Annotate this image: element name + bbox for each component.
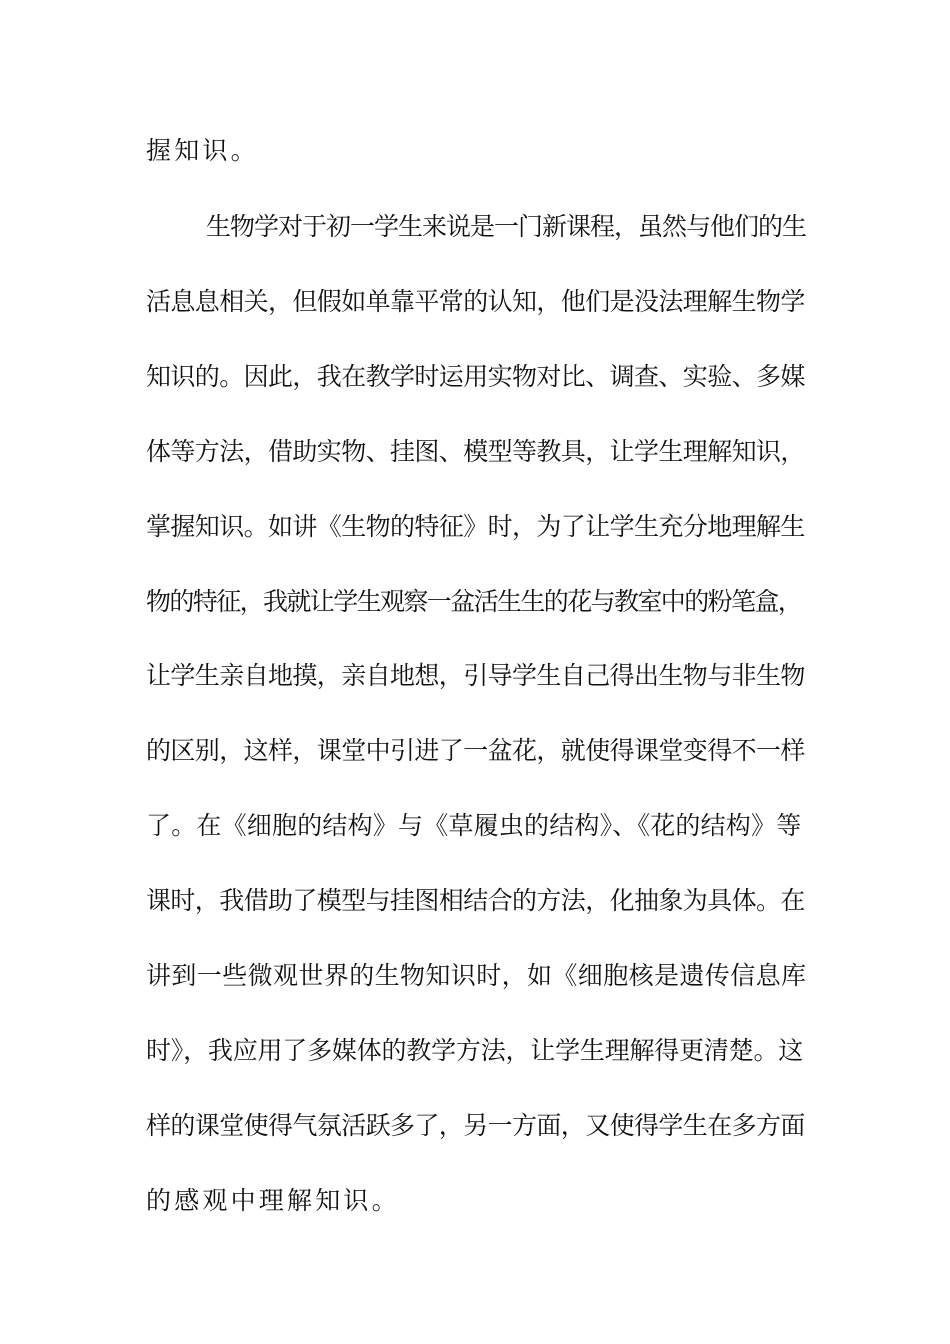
text-line-4: 知识的。因此，我在教学时运用实物对比、调查、实验、多媒 [146,362,805,391]
text-line-13: 时》，我应用了多媒体的教学方法，让学生理解得更清楚。这 [146,1036,804,1065]
text-line-3: 活息息相关，但假如单靠平常的认知，他们是没法理解生物学 [146,287,805,316]
text-line-15: 的感观中理解知识。 [146,1186,400,1215]
text-line-9: 的区别，这样，课堂中引进了一盆花，就使得课堂变得不一样 [146,736,805,765]
text-line-5: 体等方法，借助实物、挂图、模型等教具，让学生理解知识， [146,437,805,466]
text-line-7: 物的特征，我就让学生观察一盆活生生的花与教室中的粉笔盒， [146,587,802,616]
text-line-10: 了。在《细胞的结构》与《草履虫的结构》、《花的结构》等 [146,811,802,840]
text-line-11: 课时，我借助了模型与挂图相结合的方法，化抽象为具体。在 [146,886,805,915]
text-line-1: 握知识。 [146,136,259,165]
text-line-12: 讲到一些微观世界的生物知识时，如《细胞核是遗传信息库 [146,961,807,990]
paragraph-first-line: 生物学对于初一学生来说是一门新课程，虽然与他们的生 [206,212,807,241]
text-line-6: 掌握知识。如讲《生物的特征》时，为了让学生充分地理解生 [146,512,805,541]
text-line-14: 样的课堂使得气氛活跃多了，另一方面，又使得学生在多方面 [146,1111,805,1140]
text-line-8: 让学生亲自地摸，亲自地想，引导学生自己得出生物与非生物 [146,661,805,690]
